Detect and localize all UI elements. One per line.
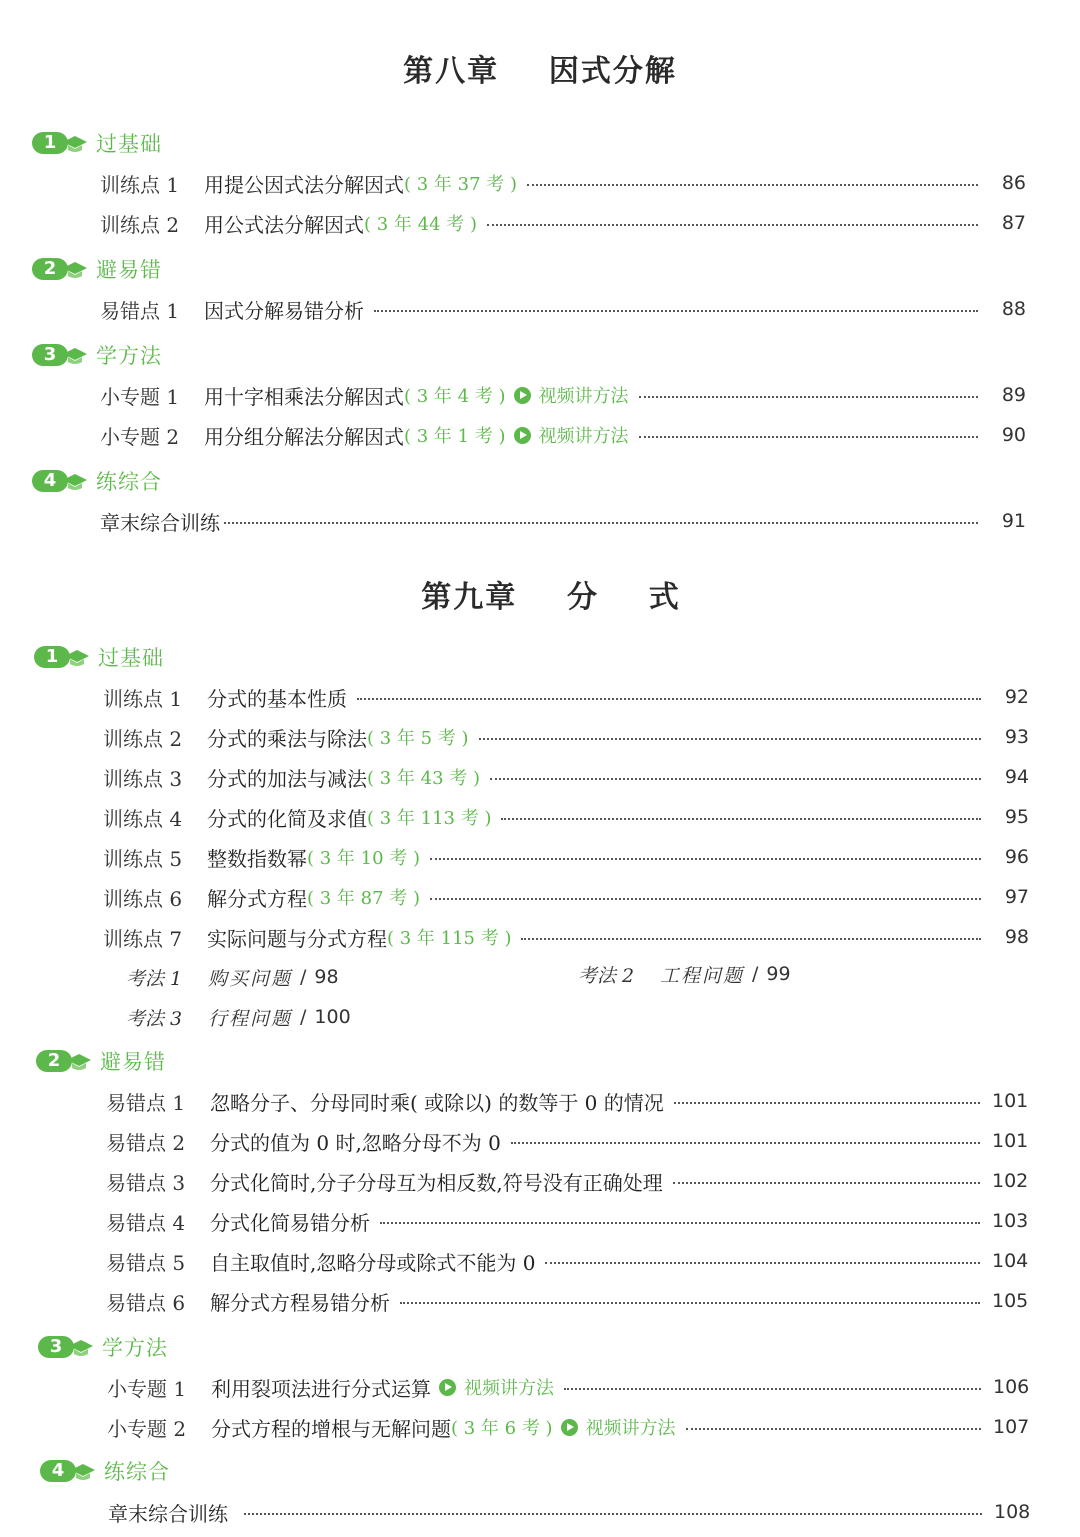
graduation-cap-icon <box>68 1338 94 1358</box>
section-badge: 2 <box>32 256 90 282</box>
method-title: 工程问题 <box>660 964 745 987</box>
toc-entry[interactable] <box>108 1497 1030 1527</box>
entry-page-number: 101 <box>992 1090 1029 1112</box>
entry-meta: ( 3 年 5 考 ) <box>367 728 469 749</box>
entry-page-number: 104 <box>992 1250 1029 1272</box>
entry-code: 易错点 1 <box>100 298 180 323</box>
toc-entry[interactable] <box>103 922 1029 952</box>
method-separator: / <box>752 963 759 985</box>
entry-page-number: 98 <box>1004 926 1029 948</box>
method-item[interactable] <box>578 959 791 989</box>
section-head-methods <box>32 340 162 370</box>
toc-entry[interactable] <box>103 842 1029 872</box>
entry-page-number: 86 <box>1001 172 1026 194</box>
entry-title: 章末综合训练 <box>100 510 220 535</box>
entry-page-number: 107 <box>993 1416 1030 1438</box>
method-item[interactable] <box>126 962 339 992</box>
entry-code: 易错点 6 <box>106 1290 186 1315</box>
entry-title: 因式分解易错分析 <box>204 298 364 323</box>
entry-page-number: 90 <box>1001 424 1026 446</box>
toc-entry[interactable] <box>103 762 1029 792</box>
play-icon <box>514 427 531 444</box>
entry-code: 训练点 5 <box>103 846 183 871</box>
dot-leader <box>674 1102 980 1104</box>
toc-entry[interactable] <box>100 294 1026 324</box>
entry-meta: ( 3 年 10 考 ) <box>307 848 421 869</box>
entry-title: 用提公因式法分解因式 <box>204 172 404 197</box>
dot-leader <box>357 698 981 700</box>
entry-code: 小专题 1 <box>107 1376 187 1401</box>
entry-meta: ( 3 年 4 考 ) <box>404 386 506 407</box>
entry-title: 实际问题与分式方程 <box>207 926 387 951</box>
graduation-cap-icon <box>66 1052 92 1072</box>
dot-leader <box>430 898 981 900</box>
dot-leader <box>564 1388 981 1390</box>
section-badge: 4 <box>40 1458 98 1484</box>
entry-meta: ( 3 年 113 考 ) <box>367 808 492 829</box>
toc-entry[interactable] <box>103 682 1029 712</box>
method-page-number: 100 <box>314 1006 351 1028</box>
dot-leader <box>545 1262 980 1264</box>
section-badge: 3 <box>32 342 90 368</box>
entry-code: 训练点 6 <box>103 886 183 911</box>
section-head-errors <box>36 1046 166 1076</box>
dot-leader <box>244 1513 982 1515</box>
graduation-cap-icon <box>62 472 88 492</box>
entry-meta: ( 3 年 6 考 ) <box>451 1418 553 1439</box>
method-code: 考法 1 <box>126 967 183 990</box>
section-head-basics <box>34 642 164 672</box>
dot-leader <box>224 522 978 524</box>
entry-code: 小专题 2 <box>107 1416 187 1441</box>
section-head-basics <box>32 128 162 158</box>
entry-page-number: 94 <box>1004 766 1029 788</box>
entry-title: 分式方程的增根与无解问题 <box>211 1416 451 1441</box>
section-label: 过基础 <box>96 132 162 156</box>
method-title: 购买问题 <box>208 967 293 990</box>
entry-page-number: 87 <box>1001 212 1026 234</box>
entry-title: 分式的值为 0 时,忽略分母不为 0 <box>210 1130 501 1155</box>
entry-title: 分式的乘法与除法 <box>207 726 367 751</box>
dot-leader <box>380 1222 980 1224</box>
entry-title: 分式的化简及求值 <box>207 806 367 831</box>
method-separator: / <box>300 1006 307 1028</box>
dot-leader <box>639 396 978 398</box>
method-separator: / <box>300 966 307 988</box>
entry-meta: ( 3 年 44 考 ) <box>364 214 478 235</box>
section-label: 练综合 <box>104 1460 170 1484</box>
entry-title: 解分式方程 <box>207 886 307 911</box>
method-item[interactable] <box>126 1002 351 1032</box>
dot-leader <box>487 224 978 226</box>
entry-code: 训练点 2 <box>100 212 180 237</box>
toc-entry[interactable] <box>100 380 1026 410</box>
video-link[interactable]: 视频讲方法 <box>514 422 629 448</box>
toc-entry[interactable] <box>107 1372 1029 1402</box>
dot-leader <box>527 184 978 186</box>
entry-meta: ( 3 年 37 考 ) <box>404 174 518 195</box>
entry-title: 解分式方程易错分析 <box>210 1290 390 1315</box>
dot-leader <box>521 938 981 940</box>
entry-code: 训练点 1 <box>100 172 180 197</box>
section-badge: 2 <box>36 1048 94 1074</box>
play-icon <box>439 1379 456 1396</box>
entry-page-number: 106 <box>993 1376 1030 1398</box>
entry-page-number: 95 <box>1004 806 1029 828</box>
entry-code: 训练点 3 <box>103 766 183 791</box>
entry-code: 训练点 2 <box>103 726 183 751</box>
entry-meta: ( 3 年 43 考 ) <box>367 768 481 789</box>
chapter-8-title: 第八章 因式分解 <box>403 54 677 89</box>
entry-title: 分式化简易错分析 <box>210 1210 370 1235</box>
entry-title: 用分组分解法分解因式 <box>204 424 404 449</box>
entry-page-number: 97 <box>1004 886 1029 908</box>
section-head-errors <box>32 254 162 284</box>
entry-title: 整数指数幂 <box>207 846 307 871</box>
entry-title: 分式化简时,分子分母互为相反数,符号没有正确处理 <box>210 1170 663 1195</box>
section-label: 学方法 <box>96 344 162 368</box>
chapter-9-title: 第九章 分 式 <box>421 580 681 615</box>
section-label: 避易错 <box>100 1050 166 1074</box>
toc-entry[interactable] <box>100 208 1026 238</box>
toc-entry[interactable] <box>100 506 1026 536</box>
entry-title: 自主取值时,忽略分母或除式不能为 0 <box>210 1250 536 1275</box>
graduation-cap-icon <box>62 260 88 280</box>
toc-entry[interactable] <box>100 420 1026 450</box>
entry-code: 小专题 1 <box>100 384 180 409</box>
entry-code: 训练点 1 <box>103 686 183 711</box>
section-badge: 1 <box>32 130 90 156</box>
section-head-review <box>32 466 162 496</box>
entry-meta: ( 3 年 115 考 ) <box>387 928 512 949</box>
entry-page-number: 93 <box>1004 726 1029 748</box>
entry-title: 利用裂项法进行分式运算 <box>211 1376 431 1401</box>
entry-page-number: 108 <box>994 1501 1031 1523</box>
entry-meta: ( 3 年 87 考 ) <box>307 888 421 909</box>
entry-title: 章末综合训练 <box>108 1501 228 1526</box>
entry-page-number: 102 <box>992 1170 1029 1192</box>
video-link[interactable]: 视频讲方法 <box>514 382 629 408</box>
entry-title: 用十字相乘法分解因式 <box>204 384 404 409</box>
section-badge: 1 <box>34 644 92 670</box>
entry-code: 训练点 4 <box>103 806 183 831</box>
entry-page-number: 101 <box>992 1130 1029 1152</box>
dot-leader <box>430 858 981 860</box>
entry-title: 用公式法分解因式 <box>204 212 364 237</box>
entry-page-number: 91 <box>1001 510 1026 532</box>
section-label: 学方法 <box>102 1336 168 1360</box>
section-head-methods <box>38 1332 168 1362</box>
section-badge: 3 <box>38 1334 96 1360</box>
toc-entry[interactable] <box>106 1206 1028 1236</box>
video-link[interactable]: 视频讲方法 <box>439 1374 554 1400</box>
toc-entry[interactable] <box>100 168 1026 198</box>
toc-entry[interactable] <box>106 1086 1028 1116</box>
graduation-cap-icon <box>62 346 88 366</box>
entry-page-number: 92 <box>1004 686 1029 708</box>
dot-leader <box>374 310 978 312</box>
play-icon <box>561 1419 578 1436</box>
section-head-review <box>40 1456 170 1486</box>
entry-meta: ( 3 年 1 考 ) <box>404 426 506 447</box>
toc-entry[interactable] <box>106 1166 1028 1196</box>
dot-leader <box>400 1302 980 1304</box>
section-label: 练综合 <box>96 470 162 494</box>
section-label: 过基础 <box>98 646 164 670</box>
section-badge: 4 <box>32 468 90 494</box>
method-code: 考法 3 <box>126 1007 183 1030</box>
entry-code: 易错点 5 <box>106 1250 186 1275</box>
toc-entry[interactable] <box>103 802 1029 832</box>
entry-page-number: 89 <box>1001 384 1026 406</box>
toc-entry[interactable] <box>106 1246 1028 1276</box>
entry-title: 分式的加法与减法 <box>207 766 367 791</box>
graduation-cap-icon <box>70 1462 96 1482</box>
dot-leader <box>673 1182 980 1184</box>
entry-title: 分式的基本性质 <box>207 686 347 711</box>
entry-page-number: 88 <box>1001 298 1026 320</box>
entry-code: 小专题 2 <box>100 424 180 449</box>
entry-code: 训练点 7 <box>103 926 183 951</box>
toc-entry[interactable] <box>106 1126 1028 1156</box>
dot-leader <box>639 436 978 438</box>
graduation-cap-icon <box>64 648 90 668</box>
graduation-cap-icon <box>62 134 88 154</box>
video-link[interactable]: 视频讲方法 <box>561 1414 676 1440</box>
dot-leader <box>511 1142 980 1144</box>
toc-entry[interactable] <box>107 1412 1029 1442</box>
dot-leader <box>686 1428 981 1430</box>
method-code: 考法 2 <box>578 964 635 987</box>
method-page-number: 99 <box>766 963 791 985</box>
dot-leader <box>501 818 981 820</box>
entry-page-number: 103 <box>992 1210 1029 1232</box>
entry-code: 易错点 1 <box>106 1090 186 1115</box>
entry-page-number: 105 <box>992 1290 1029 1312</box>
entry-title: 忽略分子、分母同时乘( 或除以) 的数等于 0 的情况 <box>210 1090 664 1115</box>
play-icon <box>514 387 531 404</box>
entry-code: 易错点 4 <box>106 1210 186 1235</box>
toc-entry[interactable] <box>103 882 1029 912</box>
section-label: 避易错 <box>96 258 162 282</box>
entry-code: 易错点 2 <box>106 1130 186 1155</box>
dot-leader <box>490 778 981 780</box>
dot-leader <box>479 738 981 740</box>
entry-code: 易错点 3 <box>106 1170 186 1195</box>
entry-page-number: 96 <box>1004 846 1029 868</box>
method-page-number: 98 <box>314 966 339 988</box>
toc-entry[interactable] <box>103 722 1029 752</box>
toc-entry[interactable] <box>106 1286 1028 1316</box>
method-title: 行程问题 <box>208 1007 293 1030</box>
